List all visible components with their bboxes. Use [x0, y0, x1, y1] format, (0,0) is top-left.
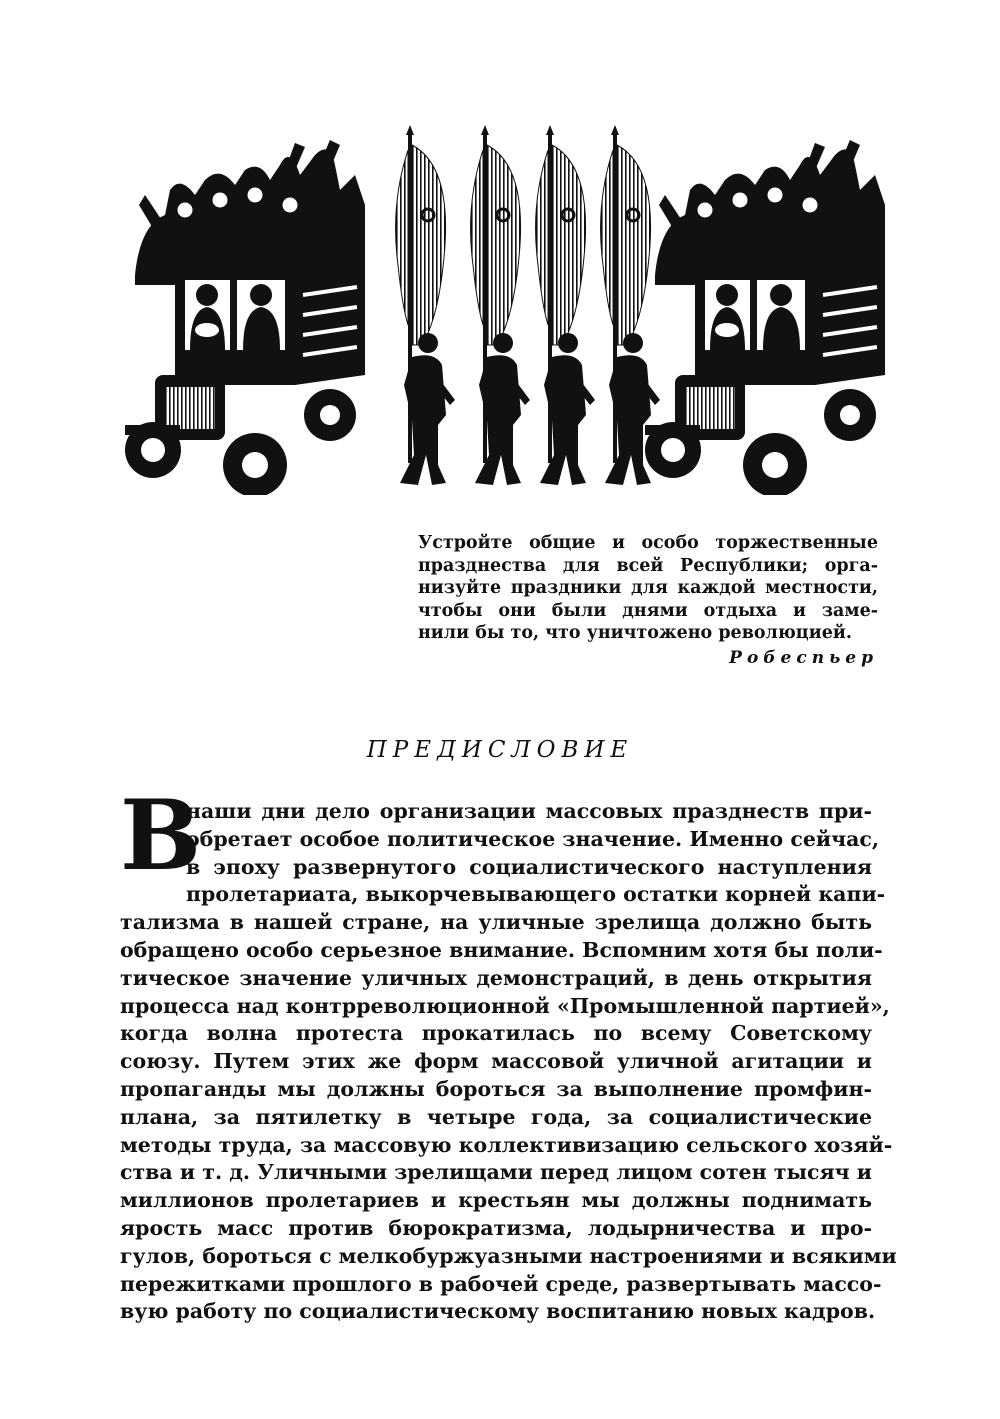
drop-cap: В — [120, 779, 202, 892]
body-line: ярость масс против бюрократизма, лодырничества и про- — [120, 1215, 872, 1240]
body-line: методы труда, за массовую коллективизацию сельского хозяй- — [120, 1132, 893, 1157]
body-line: в эпоху развернутого социалистического наступления — [186, 854, 872, 879]
epigraph-line: чтобы они были днями отдыха и заме- — [418, 600, 878, 621]
epigraph — [418, 532, 878, 670]
body-line: ства и т. д. Уличными зрелищами перед лицом сотен тысяч и — [120, 1160, 872, 1185]
epigraph-line: нили бы то, что уничтожено революцией. — [418, 623, 852, 644]
right-truck — [645, 140, 885, 495]
body-line: миллионов пролетариев и крестьян мы должны поднимать — [120, 1188, 872, 1213]
body-line: плана, за пятилетку в четыре года, за социалистические — [120, 1104, 872, 1129]
body-text — [120, 779, 897, 1326]
epigraph-line: низуйте праздники для каждой местности, — [418, 578, 878, 599]
body-line: процесса над контрреволюционной «Промышленной партией», — [120, 993, 890, 1018]
flag-bearer-3 — [536, 125, 595, 485]
body-line: гулов, бороться с мелкобуржуазными настроениями и всякими — [120, 1243, 897, 1268]
flag-bearer-2 — [471, 125, 530, 485]
body-line: наши дни дело организации массовых празднеств при- — [186, 799, 872, 823]
body-line: пропаганды мы должны бороться за выполнение промфин- — [120, 1076, 872, 1101]
epigraph-line: празднества для всей Республики; орга- — [418, 555, 878, 576]
parade-illustration — [125, 125, 895, 495]
body-line: союзу. Путем этих же форм массовой уличной агитации и — [120, 1049, 872, 1074]
body-line: обретает особое политическое значение. Именно сейчас, — [186, 826, 879, 851]
body-line: вую работу по социалистическому воспитанию новых кадров. — [120, 1299, 876, 1324]
body-line: обращено особо серьезное внимание. Вспомним хотя бы поли- — [120, 937, 883, 962]
epigraph-author: Робеспьер — [729, 647, 878, 668]
left-truck — [125, 140, 365, 495]
body-line: тализма в нашей стране, на уличные зрелища должно быть — [120, 910, 872, 935]
body-line: тическое значение уличных демонстраций, в день открытия — [120, 965, 872, 990]
flag-bearer-1 — [396, 125, 455, 485]
body-line: пролетариата, выкорчевывающего остатки корней капи- — [186, 882, 886, 907]
epigraph-line: Устройте общие и особо торжественные — [418, 533, 878, 553]
body-line: пережитками прошлого в рабочей среде, развертывать массо- — [120, 1271, 882, 1296]
body-line: когда волна протеста прокатилась по всему Советскому — [120, 1021, 872, 1046]
section-title: ПРЕДИСЛОВИЕ — [366, 737, 634, 763]
